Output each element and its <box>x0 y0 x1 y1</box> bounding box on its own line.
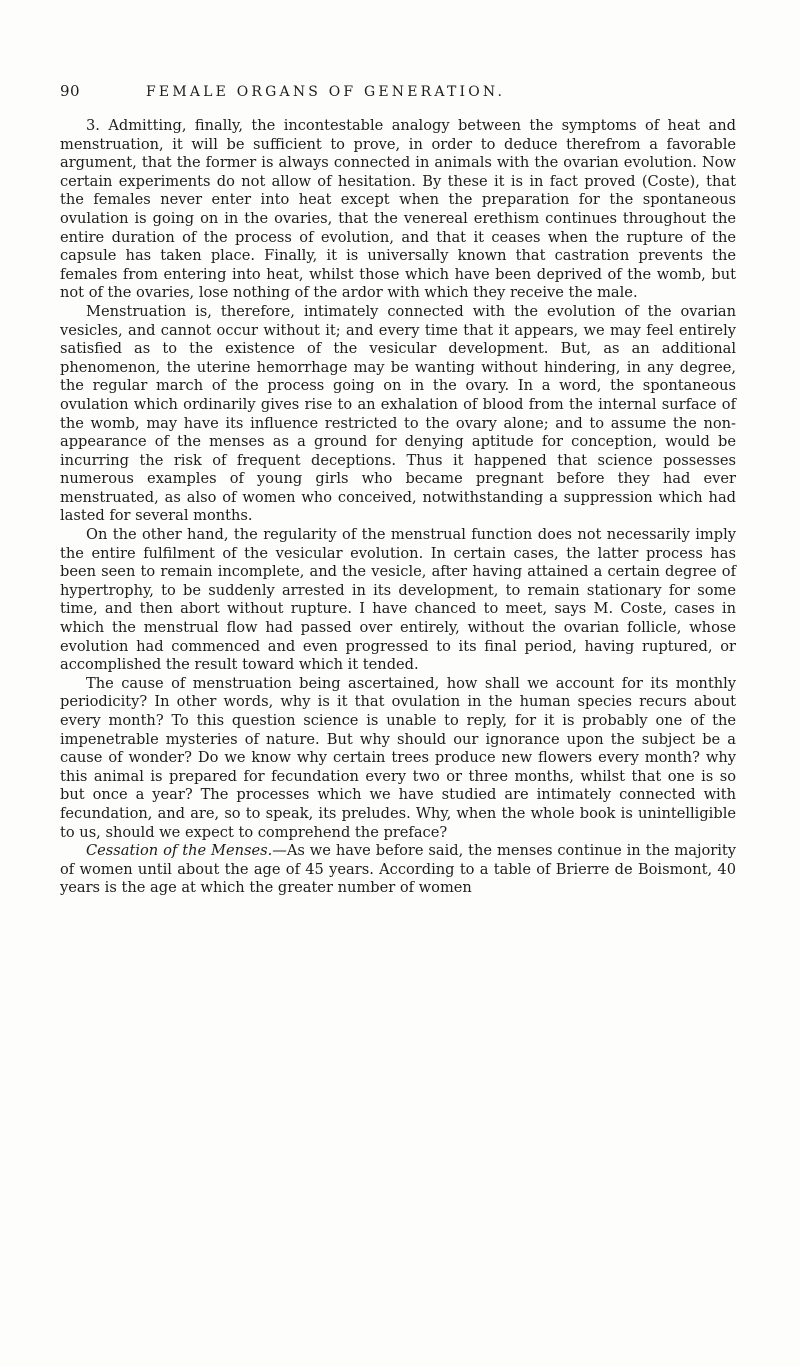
paragraph-1 <box>60 117 736 303</box>
paragraph-3-text: On the other hand, the regularity of the menstrual function does not necessarily imply the entire fulfilment of the vesicular evolution. In certain cases, the latter process has been seen to remain incomplete, and the vesicle, after having attained a certain degree of hypertrophy, to be suddenly arrested in its development, to remain stationary for some time, and then abort without rupture. I have chanced to meet, says M. Coste, cases in which the menstrual flow had passed over entirely, without the ovarian follicle, whose evolution had commenced and even progressed to its final period, having ruptured, or accomplished the result toward which it tended. <box>60 526 736 674</box>
paragraph-4-text: The cause of menstruation being ascertained, how shall we account for its monthly periodicity? In other words, why is it that ovulation in the human species recurs about every month? To this question science is unable to reply, for it is probably one of the impenetrable mysteries of nature. But why should our ignorance upon the subject be a cause of wonder? Do we know why certain trees produce new flowers every month? why this animal is prepared for fecundation every two or three months, whilst that one is so but once a year? The processes which we have studied are intimately connected with fecundation, and are, so to speak, its preludes. Why, when the whole book is unintelligible to us, should we expect to comprehend the preface? <box>60 674 736 841</box>
paragraph-2-text: Menstruation is, therefore, intimately connected with the evolution of the ovarian vesicles, and cannot occur without it; and every time that it appears, we may feel entirely satisfied as to the existence of the vesicular development. But, as an additional phenomenon, the uterine hemorrhage may be wanting without hindering, in any degree, the regular march of the process going on in the ovary. In a word, the spontaneous ovulation which ordinarily gives rise to an exhalation of blood from the internal surface of the womb, may have its influence restricted to the ovary alone; and to assume the non-appearance of the menses as a ground for denying aptitude for conception, would be incurring the risk of frequent deceptions. Thus it happened that science possesses numerous examples of young girls who became pregnant before they had ever menstruated, as also of women who conceived, notwithstanding a suppression which had lasted for several months. <box>60 302 736 525</box>
page-header: FEMALE ORGANS OF GENERATION. <box>146 84 506 100</box>
running-head <box>60 82 740 108</box>
page-number: 90 <box>60 82 81 100</box>
paragraph-3 <box>60 526 736 675</box>
paragraph-4 <box>60 675 736 842</box>
section-sidehead: Cessation of the Menses. <box>86 842 273 860</box>
paragraph-5-text: —As we have before said, the menses continue in the majority of women until about the age of 45 years. According to a table of Brierre de Boismont, 40 years is the age at which the greater number of women <box>60 842 737 897</box>
paragraph-5 <box>60 842 736 898</box>
body-text <box>60 117 736 898</box>
paragraph-2 <box>60 303 736 526</box>
paragraph-1-text: 3. Admitting, finally, the incontestable analogy between the symptoms of heat and menstruation, it will be sufficient to prove, in order to deduce therefrom a favorable argument, that the former is always connected in animals with the ovarian evolution. Now certain experiments do not allow of hesitation. By these it is in fact proved (Coste), that the females never enter into heat except when the preparation for the spontaneous ovulation is going on in the ovaries, that the venereal erethism continues throughout the entire duration of the process of evolution, and that it ceases when the rupture of the capsule has taken place. Finally, it is universally known that castration prevents the females from entering into heat, whilst those which have been deprived of the womb, but not of the ovaries, lose nothing of the ardor with which they receive the male. <box>60 117 736 302</box>
